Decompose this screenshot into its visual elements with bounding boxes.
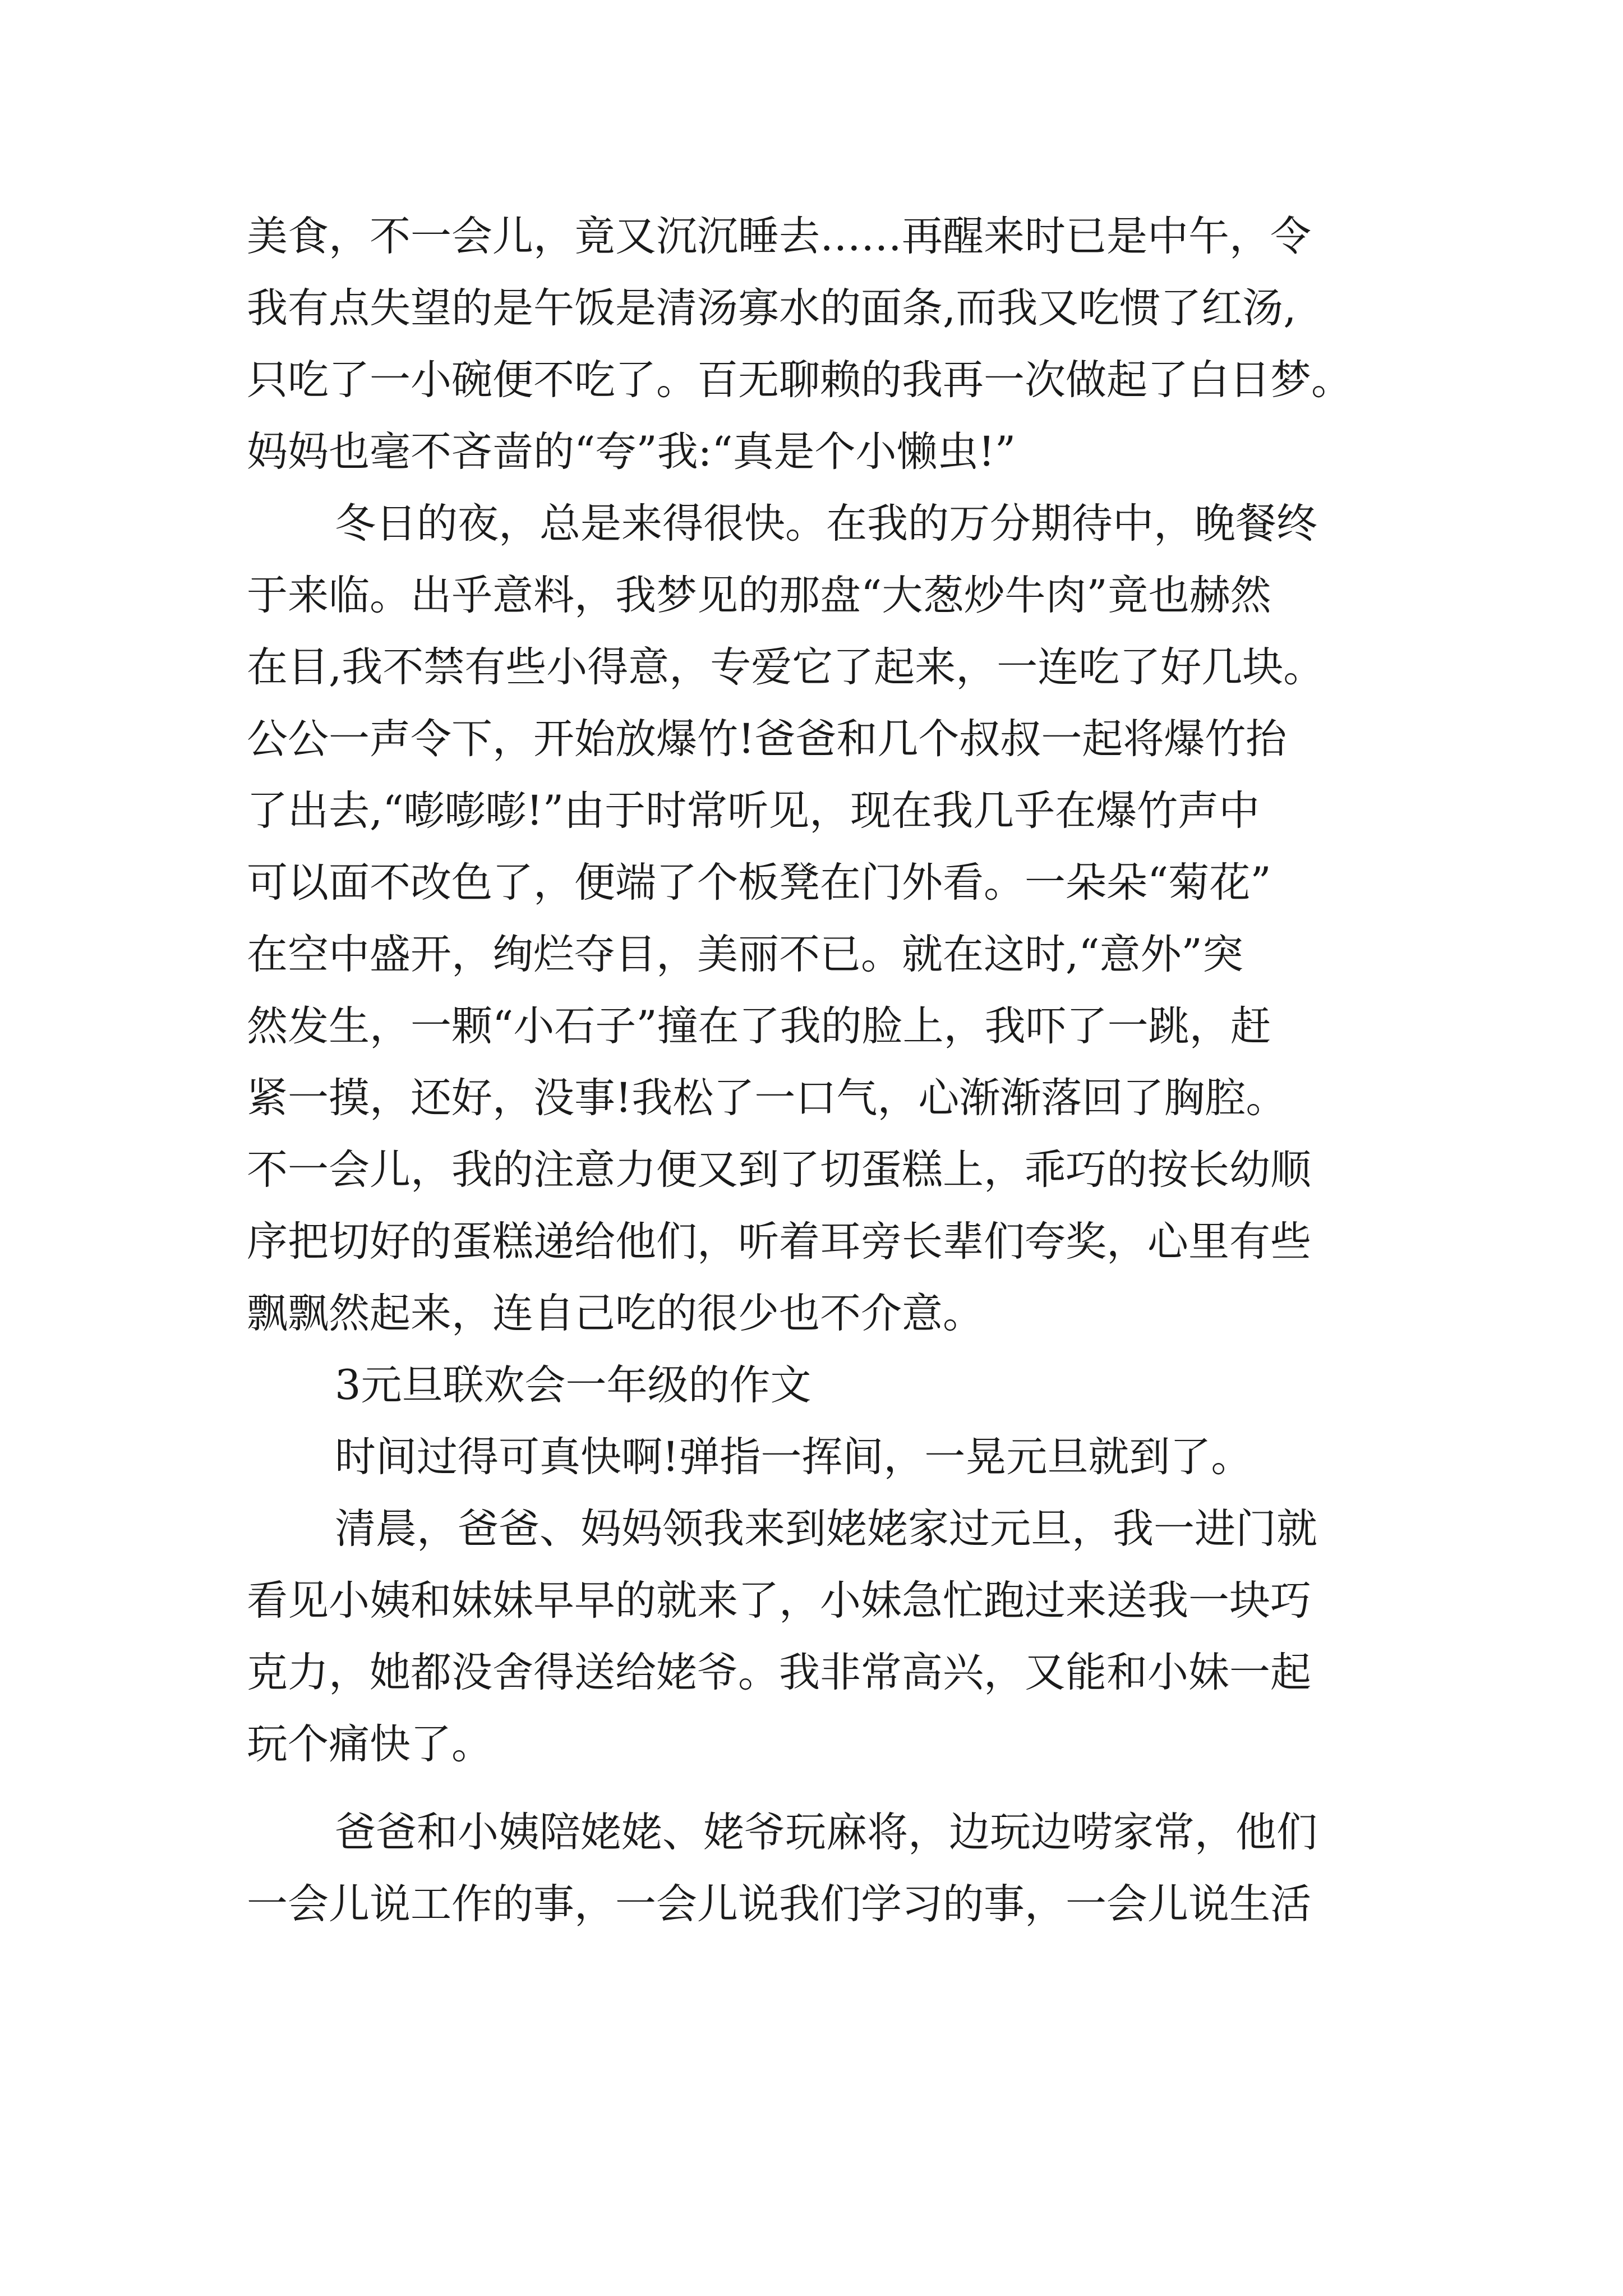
paragraph-2-line-1: 冬日的夜，总是来得很快。在我的万分期待中，晚餐终	[335, 500, 1317, 547]
paragraph-5-line-2: 一会儿说工作的事，一会儿说我们学习的事，一会儿说生活	[247, 1880, 1311, 1928]
paragraph-2-line-8: 然发生，一颗“小石子”撞在了我的脸上，我吓了一跳，赶	[247, 1002, 1271, 1050]
paragraph-2-line-12: 飘飘然起来，连自己吃的很少也不介意。	[247, 1290, 984, 1337]
paragraph-3-line-1: 时间过得可真快啊!弹指一挥间，一晃元旦就到了。	[335, 1433, 1252, 1481]
paragraph-2-line-11: 序把切好的蛋糕递给他们，听着耳旁长辈们夸奖，心里有些	[247, 1218, 1311, 1266]
paragraph-2-line-10: 不一会儿，我的注意力便又到了切蛋糕上，乖巧的按长幼顺	[247, 1146, 1311, 1194]
paragraph-2-line-5: 了出去,“嘭嘭嘭!”由于时常听见，现在我几乎在爆竹声中	[247, 787, 1260, 835]
paragraph-5-line-1: 爸爸和小姨陪姥姥、姥爷玩麻将，边玩边唠家常，他们	[335, 1809, 1317, 1856]
paragraph-1-line-4: 妈妈也毫不吝啬的“夸”我:“真是个小懒虫!”	[247, 428, 1016, 476]
paragraph-4-line-3: 克力，她都没舍得送给姥爷。我非常高兴，又能和小妹一起	[247, 1649, 1311, 1696]
paragraph-4-line-4: 玩个痛快了。	[247, 1720, 492, 1768]
paragraph-2-line-9: 紧一摸，还好，没事!我松了一口气，心渐渐落回了胸腔。	[247, 1074, 1287, 1122]
paragraph-2-line-2: 于来临。出乎意料，我梦见的那盘“大葱炒牛肉”竟也赫然	[247, 572, 1271, 619]
paragraph-4-line-2: 看见小姨和妹妹早早的就来了，小妹急忙跑过来送我一块巧	[247, 1577, 1311, 1625]
paragraph-1-line-1: 美食，不一会儿，竟又沉沉睡去……再醒来时已是中午，令	[247, 213, 1311, 260]
paragraph-1-line-2: 我有点失望的是午饭是清汤寡水的面条,而我又吃惯了红汤,	[247, 284, 1297, 332]
paragraph-2-line-3: 在目,我不禁有些小得意，专爱它了起来，一连吃了好几块。	[247, 643, 1325, 691]
paragraph-1-line-3: 只吃了一小碗便不吃了。百无聊赖的我再一次做起了白日梦。	[247, 356, 1352, 404]
paragraph-2-line-7: 在空中盛开，绚烂夺目，美丽不已。就在这时,“意外”突	[247, 931, 1243, 978]
paragraph-4-line-1: 清晨，爸爸、妈妈领我来到姥姥家过元旦，我一进门就	[335, 1505, 1317, 1553]
paragraph-2-line-6: 可以面不改色了，便端了个板凳在门外看。一朵朵“菊花”	[247, 859, 1271, 907]
paragraph-2-line-4: 公公一声令下，开始放爆竹!爸爸和几个叔叔一起将爆竹抬	[247, 715, 1287, 763]
section-heading: 3元旦联欢会一年级的作文	[335, 1361, 811, 1409]
